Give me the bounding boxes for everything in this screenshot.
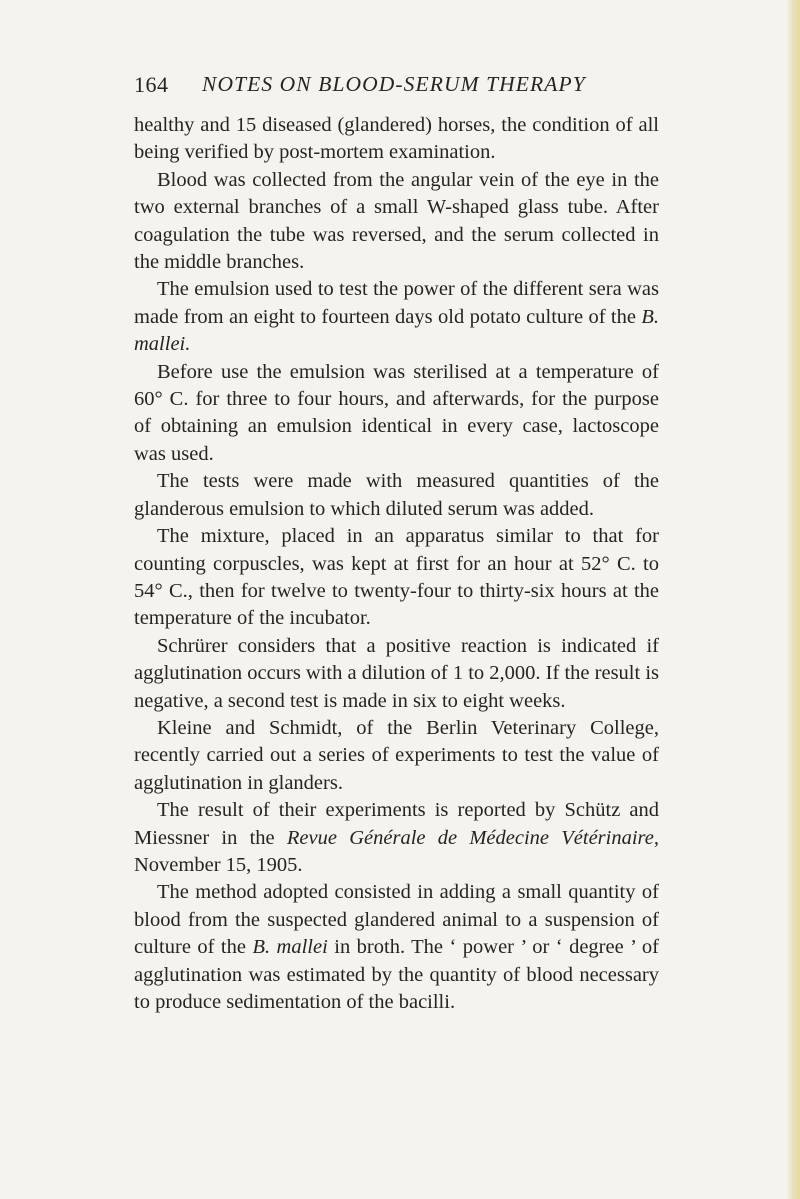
page-edge-shading [786, 0, 800, 1199]
species-name-2: B. mallei [252, 936, 328, 959]
journal-title: Revue Générale de Médecine Vétérinaire, [286, 826, 659, 849]
paragraph-blood-collection: Blood was collected from the angular vein of the eye in the two external branches of a small W-shaped glass tube. After coagulation the tube was reversed, and the serum collected in the middle branches. [134, 168, 659, 274]
paragraph-tests: The tests were made with measured quantities of the glanderous emulsion to which diluted serum was added. [134, 470, 659, 520]
paragraph-result [134, 797, 659, 879]
paragraph-method-end: in broth. The ‘ power ’ or ‘ degree ’ of agglutination was estimated by the quantity of blood necessary to produce sedimentation of the bacilli. [134, 936, 659, 1013]
paragraph-continuation: healthy and 15 diseased (glandered) horses, the condition of all being verified by post-mortem examination. [134, 114, 659, 164]
paragraph-mixture: The mixture, placed in an apparatus similar to that for counting corpuscles, was kept at first for an hour at 52° C. to 54° C., then for twelve to twenty-four to thirty-six hours at the temperature of the incubator. [134, 525, 659, 630]
running-title: NOTES ON BLOOD-SERUM THERAPY [202, 72, 586, 96]
paragraph-kleine-schmidt: Kleine and Schmidt, of the Berlin Veterinary College, recently carried out a series of experiments to test the value of agglutination in glanders. [134, 716, 659, 794]
body-text [134, 112, 659, 1016]
paragraph-method-text: The method adopted consisted in adding a small quantity of blood from the suspected glandered animal to a suspension of culture of the [134, 881, 659, 959]
page-number: 164 [134, 72, 169, 97]
paragraph-result-date: November 15, 1905. [134, 853, 303, 876]
paragraph-emulsion-text: The emulsion used to test the power of the different sera was made from an eight to fourteen days old potato culture of the [134, 278, 659, 328]
paragraph-result-text: The result of their experiments is reported by Schütz and Miessner in the [134, 799, 659, 849]
page-header [134, 72, 654, 102]
paragraph-sterilisation: Before use the emulsion was sterilised at a temperature of 60° C. for three to four hours, and afterwards, for the purpose of obtaining an emulsion identical in every case, lactoscope was used. [134, 360, 659, 465]
paragraph-method [134, 879, 659, 1016]
paragraph-schrurer: Schrürer considers that a positive reaction is indicated if agglutination occurs with a dilution of 1 to 2,000. If the result is negative, a second test is made in six to eight weeks. [134, 634, 659, 712]
species-name: B. mallei. [134, 305, 659, 356]
paragraph-emulsion [134, 276, 659, 358]
